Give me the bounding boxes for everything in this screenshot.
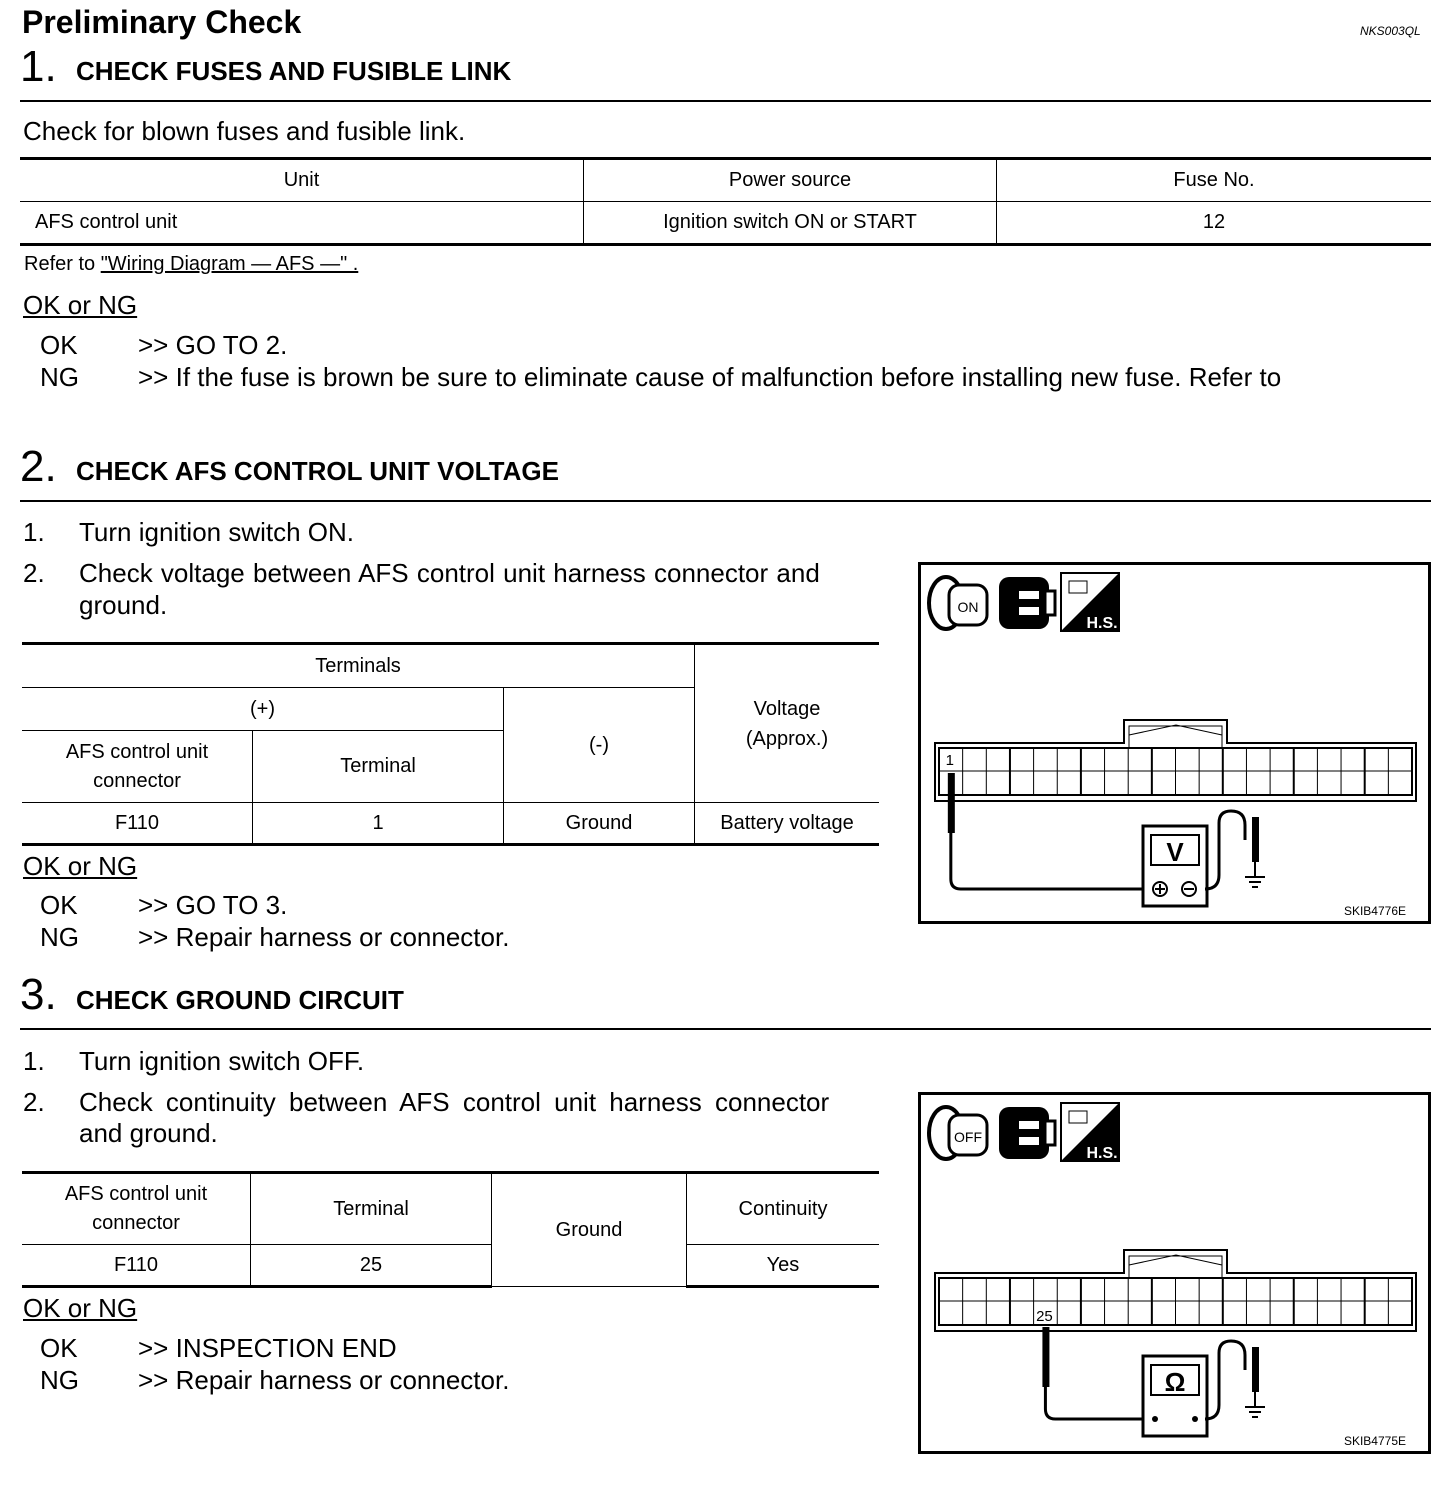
connector-icon (999, 577, 1055, 629)
ok-action: >> GO TO 2. (138, 330, 288, 360)
col-header: (Approx.) (745, 727, 829, 750)
ground-symbol (1245, 862, 1265, 887)
ok-ng-heading: OK or NG (23, 290, 138, 320)
col-header: AFS control unit (64, 1183, 208, 1205)
doc-code: NKS003QL (1360, 24, 1421, 38)
meter-symbol: Ω (1164, 1367, 1186, 1397)
test-lead (1205, 811, 1245, 889)
harness-side-icon (1061, 1103, 1119, 1162)
ng-action: >> Repair harness or connector. (138, 1365, 510, 1395)
table-cell: Battery voltage (695, 803, 880, 845)
step2-title: CHECK AFS CONTROL UNIT VOLTAGE (76, 456, 559, 486)
voltage-check-figure (918, 562, 1431, 924)
probe-negative (1252, 1347, 1259, 1392)
fuse-table (20, 157, 1431, 246)
meter-symbol: V (1166, 837, 1184, 867)
col-header: Power source (584, 159, 997, 202)
test-lead (1205, 1341, 1245, 1419)
col-header: Ground (492, 1173, 687, 1287)
divider (20, 1028, 1431, 1030)
ok-label: OK (40, 330, 78, 360)
list-item: Check voltage between AFS control unit harness connector and (79, 558, 820, 588)
list-item: Turn ignition switch OFF. (79, 1046, 365, 1076)
pin-label: 25 (1036, 1308, 1053, 1325)
ok-ng-heading: OK or NG (23, 1293, 138, 1323)
list-item: ground. (79, 590, 168, 620)
list-number: 2. (23, 1087, 45, 1117)
ng-label: NG (40, 922, 79, 952)
col-header: Terminal (251, 1173, 492, 1245)
key-position-label: OFF (954, 1129, 982, 1145)
ok-action: >> INSPECTION END (138, 1333, 397, 1363)
ng-action: >> Repair harness or connector. (138, 922, 510, 952)
harness-connector (935, 1250, 1416, 1331)
table-cell: AFS control unit (20, 202, 584, 245)
list-number: 1. (23, 1046, 45, 1076)
col-header: (+) (22, 688, 504, 731)
step1-number: 1. (20, 42, 57, 91)
table-cell: Ignition switch ON or START (584, 202, 997, 245)
list-item: Turn ignition switch ON. (79, 517, 355, 547)
table-cell: F110 (22, 1245, 251, 1287)
refer-text: Refer to (24, 253, 101, 275)
col-header: connector (92, 1212, 180, 1234)
col-header: Voltage (753, 697, 821, 720)
harness-connector (935, 720, 1416, 801)
ok-label: OK (40, 1333, 78, 1363)
step1-intro: Check for blown fuses and fusible link. (23, 116, 466, 146)
test-lead (951, 833, 1145, 889)
svg-text:H.S.: H.S. (1086, 615, 1118, 632)
ok-action: >> GO TO 3. (138, 890, 288, 920)
connector-icon (999, 1107, 1055, 1159)
probe-positive (1042, 1327, 1049, 1387)
table-cell: 12 (997, 202, 1432, 245)
continuity-table (22, 1171, 879, 1288)
table-cell: Yes (687, 1245, 880, 1287)
voltage-table (22, 642, 879, 846)
step2-number: 2. (20, 442, 57, 491)
step1-title: CHECK FUSES AND FUSIBLE LINK (76, 56, 512, 86)
pin-label: 1 (945, 752, 954, 769)
svg-text:H.S.: H.S. (1086, 1145, 1118, 1162)
ignition-key-icon (929, 1107, 987, 1159)
figure-code: SKIB4775E (1343, 1434, 1406, 1448)
col-header: AFS control unit (65, 740, 209, 763)
col-header: Fuse No. (997, 159, 1432, 202)
ok-ng-heading: OK or NG (23, 851, 138, 881)
ng-label: NG (40, 362, 79, 392)
step3-title: CHECK GROUND CIRCUIT (76, 985, 404, 1015)
list-number: 2. (23, 558, 45, 588)
multimeter (1143, 826, 1207, 906)
divider (20, 100, 1431, 102)
list-item: and ground. (79, 1118, 218, 1148)
divider (20, 500, 1431, 502)
table-cell: F110 (22, 803, 253, 845)
table-cell: 25 (251, 1245, 492, 1287)
col-header: Terminal (253, 731, 504, 803)
ground-symbol (1245, 1392, 1265, 1417)
wiring-diagram-link[interactable]: "Wiring Diagram — AFS —" . (100, 253, 359, 275)
ok-label: OK (40, 890, 78, 920)
list-number: 1. (23, 517, 45, 547)
ng-label: NG (40, 1365, 79, 1395)
ng-action: >> If the fuse is brown be sure to eliminate cause of malfunction before installing new fuse. Refer to (138, 362, 1282, 392)
step3-number: 3. (20, 970, 57, 1019)
figure-code: SKIB4776E (1343, 904, 1406, 918)
probe-positive (948, 773, 955, 833)
col-header: Terminals (22, 644, 695, 688)
probe-negative (1252, 817, 1259, 862)
test-lead (1045, 1387, 1145, 1419)
multimeter (1143, 1356, 1207, 1436)
page-title: Preliminary Check (22, 4, 302, 40)
table-cell: 1 (253, 803, 504, 845)
continuity-check-figure (918, 1092, 1431, 1454)
list-item: Check continuity between AFS control unit harness connector (79, 1087, 830, 1117)
key-position-label: ON (957, 599, 979, 615)
col-header: (-) (504, 688, 695, 803)
col-header: connector (93, 769, 181, 792)
table-cell: Ground (504, 803, 695, 845)
ignition-key-icon (929, 577, 987, 629)
harness-side-icon (1061, 573, 1119, 632)
col-header: Unit (20, 159, 584, 202)
col-header: Continuity (687, 1173, 880, 1245)
